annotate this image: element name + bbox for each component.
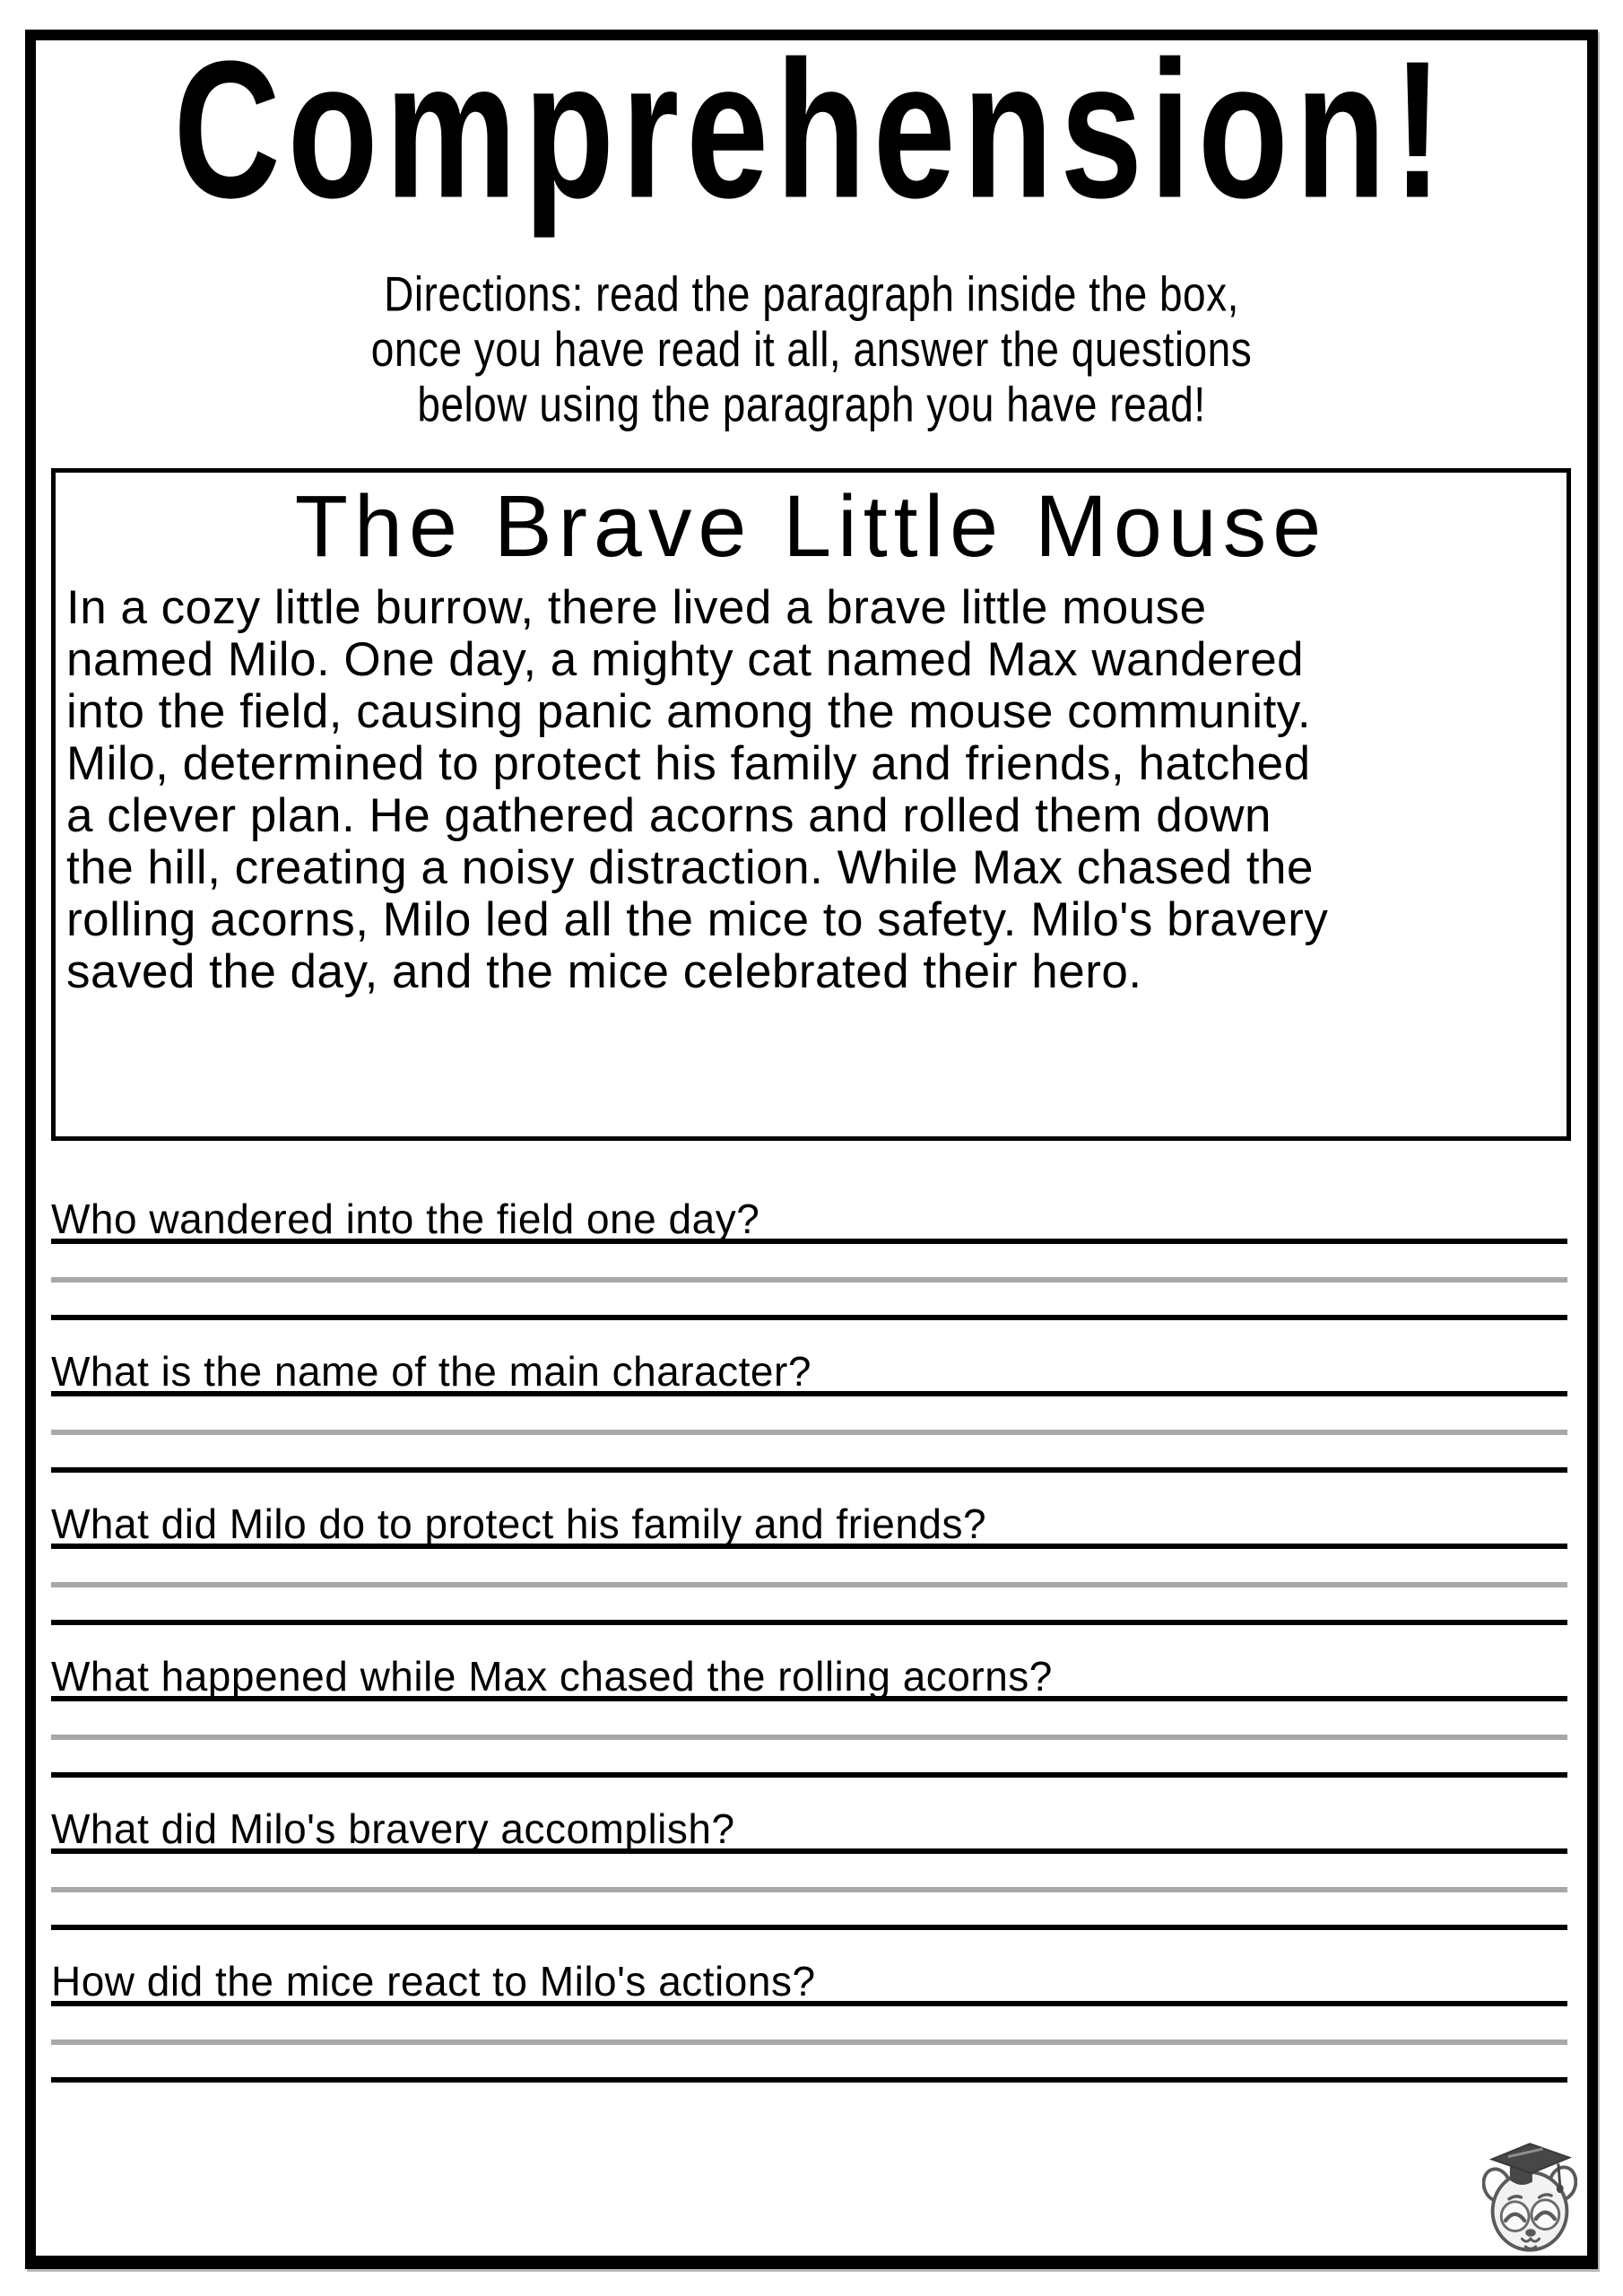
answer-line [51,1430,1567,1435]
question-text: What is the name of the main character? [51,1348,1567,1396]
directions-line: below using the paragraph you have read! [417,376,1206,432]
story-paragraph [66,582,1556,998]
answer-line [51,2077,1567,2083]
question-text: How did the mice react to Milo's actions? [51,1958,1567,2006]
question-block [51,1196,1567,1348]
story-line: rolling acorns, Milo led all the mice to safety. Milo's bravery [66,893,1329,946]
answer-line [51,1467,1567,1473]
answer-line [51,1887,1567,1892]
question-block [51,1348,1567,1500]
questions-section [51,1196,1567,2110]
page-title: Comprehension! [173,20,1450,239]
answer-line [51,1925,1567,1930]
question-block [51,1805,1567,1958]
answer-line [51,1582,1567,1587]
question-block [51,1958,1567,2110]
directions-line: Directions: read the paragraph inside the box, [384,266,1239,322]
question-text: What did Milo do to protect his family and friends? [51,1500,1567,1549]
answer-line [51,1772,1567,1778]
story-line: into the field, causing panic among the mouse community. [66,685,1312,738]
answer-line [51,1315,1567,1320]
story-line: a clever plan. He gathered acorns and rolled them down [66,789,1271,842]
question-text: What did Milo's bravery accomplish? [51,1805,1567,1854]
graduation-cap-animal-icon [1482,2139,1577,2254]
page-border [25,20,1598,2269]
directions-line: once you have read it all, answer the questions [370,321,1253,377]
story-title: The Brave Little Mouse [294,477,1328,575]
story-line: saved the day, and the mice celebrated their hero. [66,945,1142,998]
story-line: Milo, determined to protect his family and friends, hatched [66,737,1311,790]
question-block [51,1500,1567,1653]
answer-line [51,1735,1567,1740]
question-text: Who wandered into the field one day? [51,1196,1567,1244]
question-text: What happened while Max chased the rolling acorns? [51,1653,1567,1701]
story-box [51,468,1571,1141]
story-line: named Milo. One day, a mighty cat named Max wandered [66,633,1305,686]
story-line: the hill, creating a noisy distraction. While Max chased the [66,841,1314,894]
story-line: In a cozy little burrow, there lived a brave little mouse [66,581,1207,634]
question-block [51,1653,1567,1805]
answer-line [51,1620,1567,1625]
directions [36,266,1587,431]
answer-line [51,1277,1567,1283]
answer-line [51,2039,1567,2045]
